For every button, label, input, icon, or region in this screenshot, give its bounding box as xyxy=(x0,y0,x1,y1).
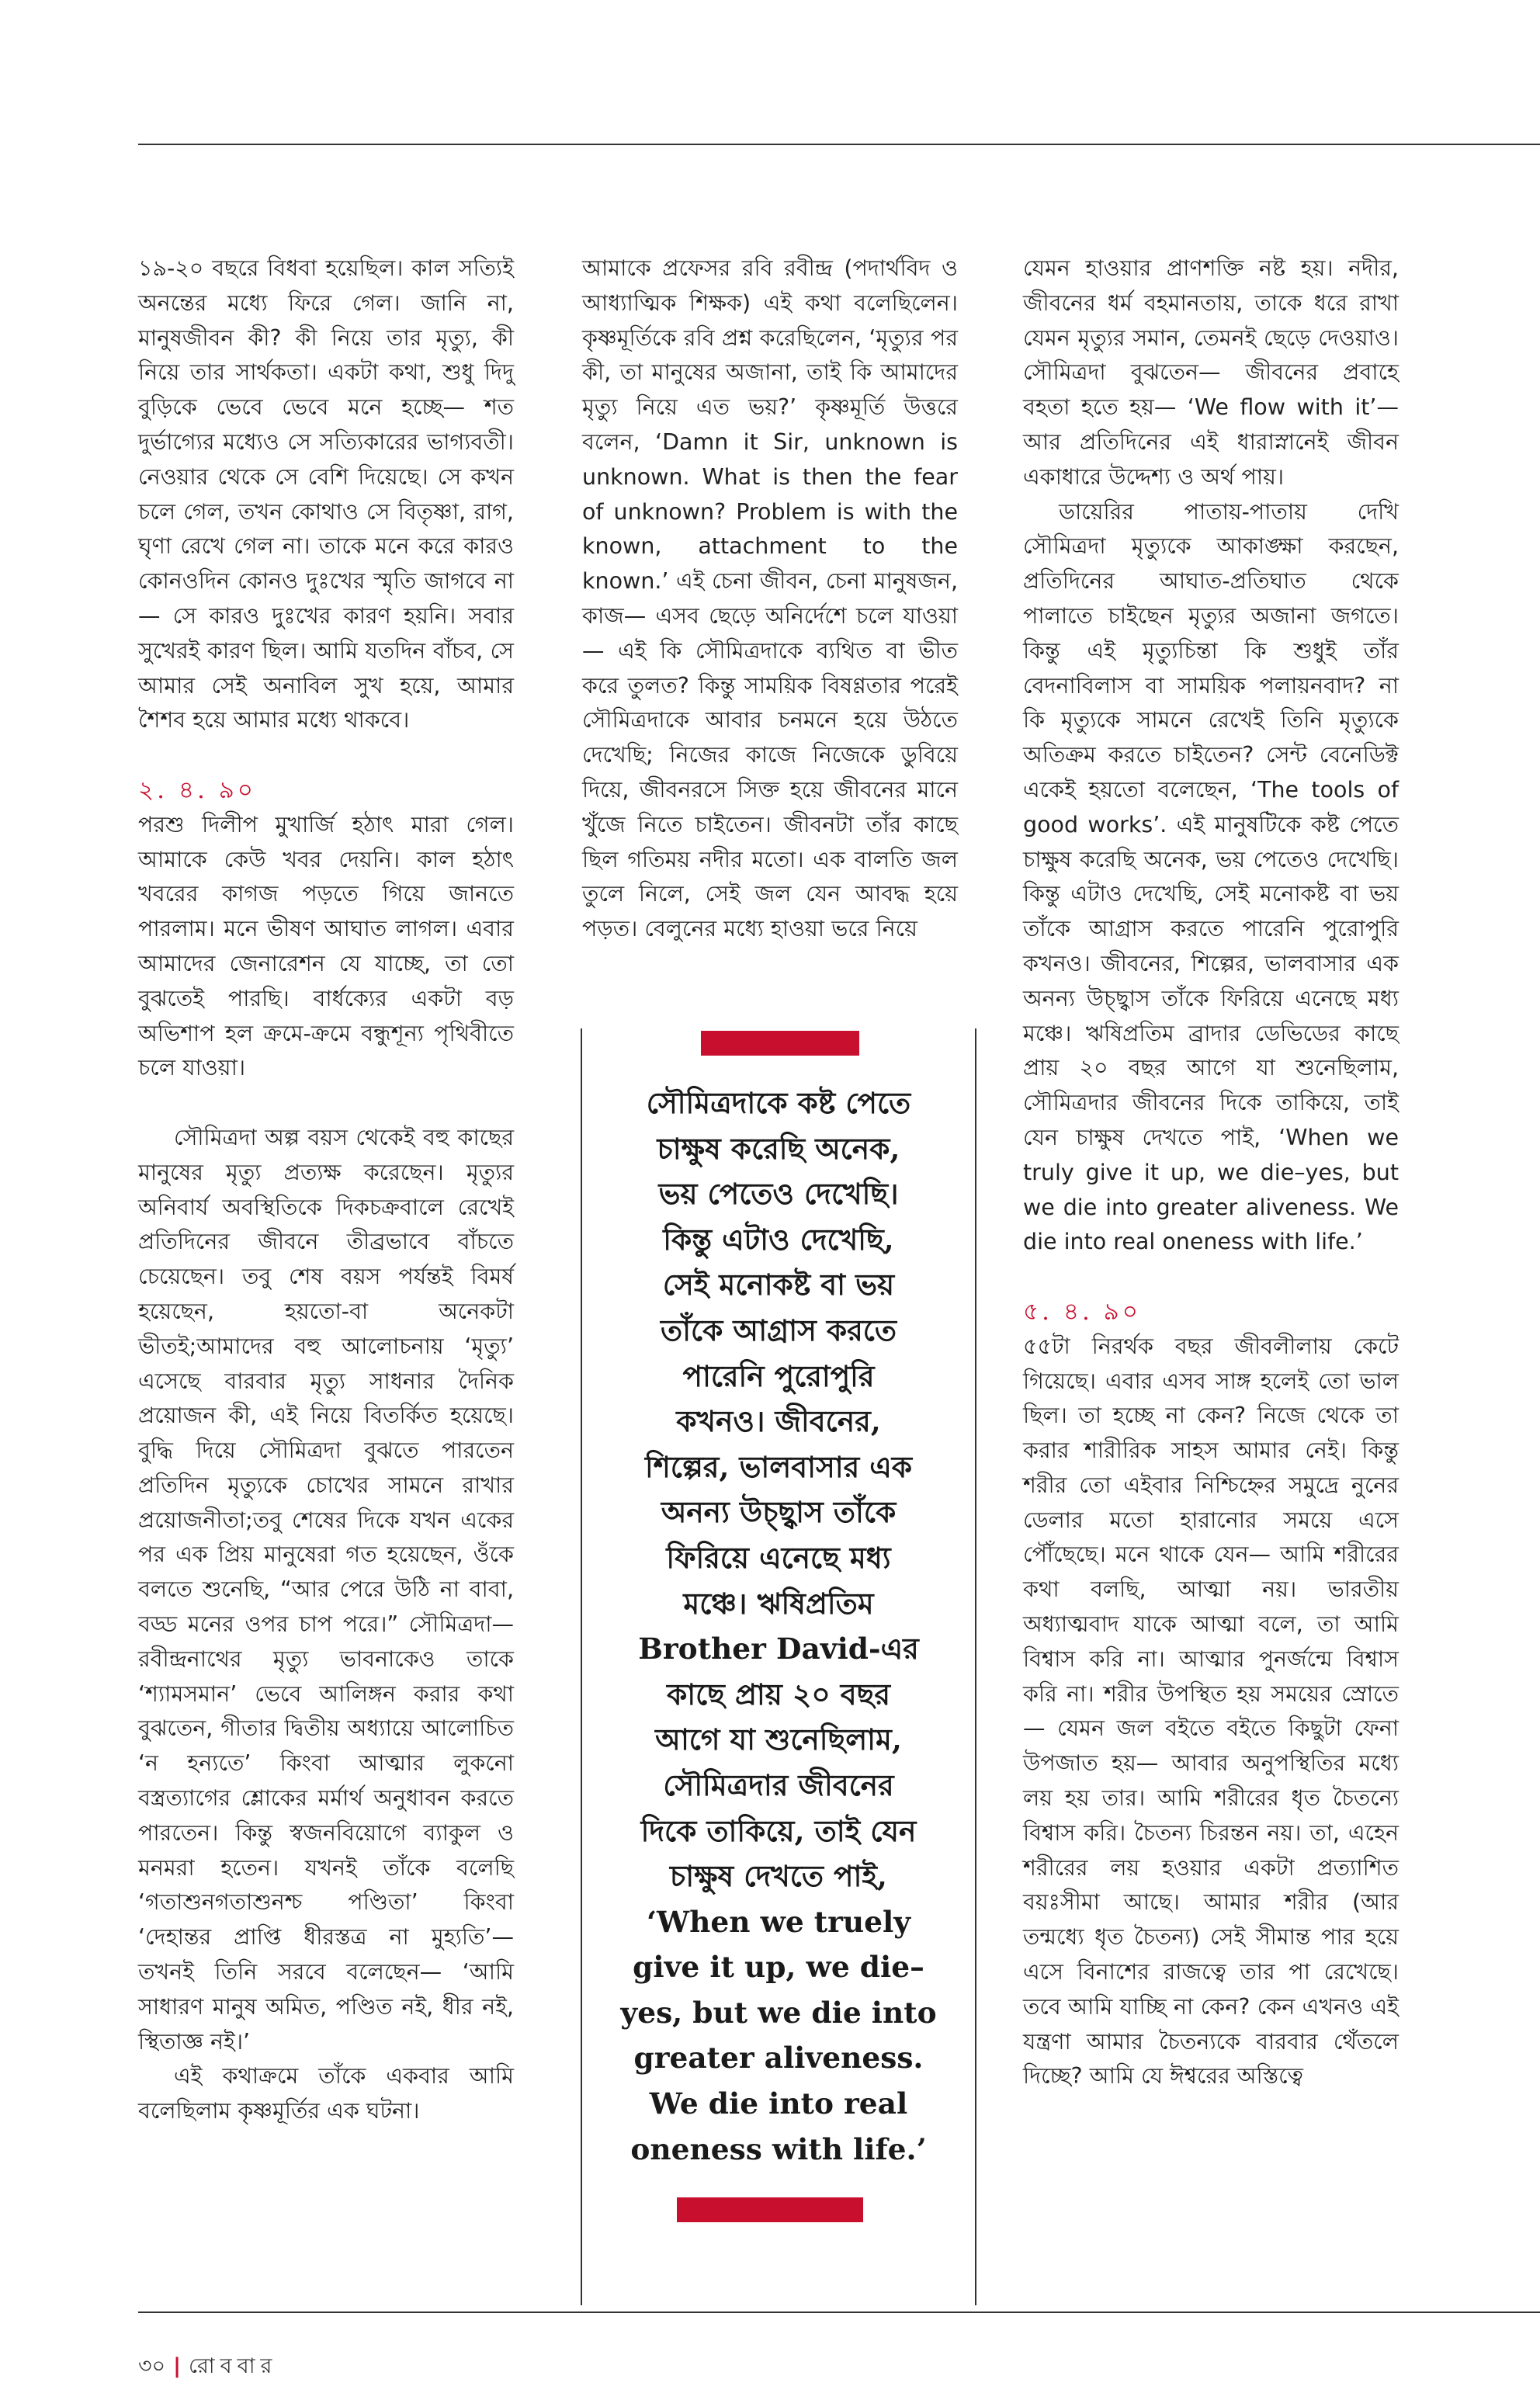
pull-quote-line: ফিরিয়ে এনেছে মধ্য xyxy=(666,1540,891,1575)
top-rule xyxy=(138,144,1540,145)
pull-quote-line: শিল্পের, ভালবাসার এক xyxy=(644,1449,913,1484)
pull-quote-line: সেই মনোকষ্ট বা ভয় xyxy=(662,1268,895,1302)
date-heading: ৫. ৪. ৯০ xyxy=(1023,1297,1141,1326)
column-left xyxy=(138,251,514,2129)
pull-quote-line: কখনও। জীবনের, xyxy=(676,1404,881,1439)
date-heading: ২. ৪. ৯০ xyxy=(138,775,256,804)
page-footer xyxy=(138,2350,277,2385)
pull-quote-bottom-bar xyxy=(677,2197,863,2222)
pull-quote-line: চাক্ষুষ করেছি অনেক, xyxy=(657,1131,900,1166)
pull-quote-right-rule xyxy=(975,1028,976,2305)
pull-quote-line: সৌমিত্রদাকে কষ্ট পেতে xyxy=(646,1086,911,1120)
pull-quote-line: আগে যা শুনেছিলাম, xyxy=(655,1722,902,1757)
pull-quote-line: অনন্য উচ্ছ্বাস তাঁকে xyxy=(661,1495,897,1530)
paragraph: যেমন হাওয়ার প্রাণশক্তি নষ্ট হয়। নদীর, জীবনের ধর্ম বহমানতায়, তাকে ধরে রাখা যেমন মৃত্যুর সমান, তেমনই ছেড়ে দেওয়াও। সৌমিত্রদা বুঝতেন— জীবনের প্রবাহে বহতা হতে হয়— ‘We flow with it’— আর প্রতিদিনের এই ধারাস্নানেই জীবন একাধারে উদ্দেশ্য ও অর্থ পায়। xyxy=(1023,255,1399,490)
pull-quote-line: মঞ্চে। ঋষিপ্রতিম xyxy=(683,1586,874,1621)
pull-quote-line: ‘When we truely xyxy=(646,1904,911,1939)
pull-quote-left-rule xyxy=(581,1028,582,2305)
pull-quote-line: দিকে তাকিয়ে, তাই যেন xyxy=(640,1813,917,1848)
paragraph: আমাকে প্রফেসর রবি রবীন্দ্র (পদার্থবিদ ও আধ্যাত্মিক শিক্ষক) এই কথা বলেছিলেন। কৃষ্ণমূর্তিকে রবি প্রশ্ন করেছিলেন, ‘মৃত্যুর পর কী, তা মানুষের অজানা, তাই কি আমাদের মৃত্যু নিয়ে এত ভয়?’ কৃষ্ণমূর্তি উত্তরে বলেন, ‘Damn it Sir, unknown is unknown. What is then the fear of unknown? Problem is with the known, attachment to the known.’ এই চেনা জীবন, চেনা মানুষজন, কাজ— এসব ছেড়ে অনির্দেশে চলে যাওয়া— এই কি সৌমিত্রদাকে ব্যথিত বা ভীত করে তুলত? কিন্তু সাময়িক বিষণ্ণতার পরেই সৌমিত্রদাকে আবার চনমনে হয়ে উঠতে দেখেছি; নিজের কাজে নিজেকে ডুবিয়ে দিয়ে, জীবনরসে সিক্ত হয়ে জীবনের মানে খুঁজে নিতে চাইতেন। জীবনটা তাঁর কাছে ছিল গতিময় নদীর মতো। এক বালতি জল তুলে নিলে, সেই জল যেন আবদ্ধ হয়ে পড়ত। বেলুনের মধ্যে হাওয়া ভরে নিয়ে xyxy=(582,255,958,942)
column-middle xyxy=(582,251,958,947)
pull-quote-line: oneness with life.’ xyxy=(630,2131,927,2166)
pull-quote-line: চাক্ষুষ দেখতে পাই, xyxy=(670,1859,887,1894)
paragraph: এই কথাক্রমে তাঁকে একবার আমি বলেছিলাম কৃষ্ণমূর্তির এক ঘটনা। xyxy=(138,2063,514,2124)
pull-quote-line: কিন্তু এটাও দেখেছি, xyxy=(663,1222,894,1257)
pull-quote-line: Brother David-এর xyxy=(638,1632,919,1666)
pull-quote-line: সৌমিত্রদার জীবনের xyxy=(663,1767,894,1802)
pull-quote-line: তাঁকে আগ্রাস করতে xyxy=(661,1313,897,1347)
pull-quote-line: কাছে প্রায় ২০ বছর xyxy=(666,1677,890,1712)
pull-quote-line: yes, but we die into xyxy=(620,1995,937,2030)
pull-quote-line: greater aliveness. xyxy=(633,2041,924,2076)
paragraph: সৌমিত্রদা অল্প বয়স থেকেই বহু কাছের মানুষের মৃত্যু প্রত্যক্ষ করেছেন। মৃত্যুর অনিবার্য অবস্থিতিকে দিকচক্রবালে রেখেই প্রতিদিনের জীবনে তীব্রভাবে বাঁচতে চেয়েছেন। তবু শেষ বয়স পর্যন্তই বিমর্ষ হয়েছেন, হয়তো-বা অনেকটা ভীতই;আমাদের বহু আলোচনায় ‘মৃত্যু’ এসেছে বারবার মৃত্যু সাধনার দৈনিক প্রয়োজন কী, এই নিয়ে বিতর্কিত হয়েছে। বুদ্ধি দিয়ে সৌমিত্রদা বুঝতে পারতেন প্রতিদিন মৃত্যুকে চোখের সামনে রাখার প্রয়োজনীতা;তবু শেষের দিকে যখন একের পর এক প্রিয় মানুষেরা গত হয়েছেন, ওঁকে বলতে শুনেছি, “আর পেরে উঠি না বাবা, বড্ড মনের ওপর চাপ পরে।” সৌমিত্রদা— রবীন্দ্রনাথের মৃত্যু ভাবনাকেও তাকে ‘শ্যামসমান’ ভেবে আলিঙ্গন করার কথা বুঝতেন, গীতার দ্বিতীয় অধ্যায়ে আলোচিত ‘ন হন্যতে’ কিংবা আত্মার লুকনো বস্ত্রত্যাগের শ্লোকের মর্মার্থ অনুধাবন করতে পারতেন। কিন্তু স্বজনবিয়োগে ব্যাকুল ও মনমরা হতেন। যখনই তাঁকে বলেছি ‘গতাশুনগতাশুনশ্চ পণ্ডিতা’ কিংবা ‘দেহান্তর প্রাপ্তি ধীরস্তত্র না মুহ্যতি’— তখনই তিনি সরবে বলেছেন— ‘আমি সাধারণ মানুষ অমিত, পণ্ডিত নই, ধীর নই, স্থিতাজ্ঞ নই।’ xyxy=(138,1124,514,2055)
page-number: ৩০ xyxy=(138,2354,166,2378)
paragraph: ১৯-২০ বছরে বিধবা হয়েছিল। কাল সত্যিই অনন্তের মধ্যে ফিরে গেল। জানি না, মানুষজীবন কী? কী নিয়ে তার মৃত্যু, কী নিয়ে তার সার্থকতা। একটা কথা, শুধু দিদু বুড়িকে ভেবে ভেবে মনে হচ্ছে— শত দুর্ভাগ্যের মধ্যেও সে সত্যিকারের ভাগ্যবতী। নেওয়ার থেকে সে বেশি দিয়েছে। সে কখন চলে গেল, তখন কোথাও সে বিতৃষ্ণা, রাগ, ঘৃণা রেখে গেল না। তাকে মনে করে কারও কোনওদিন কোনও দুঃখের স্মৃতি জাগবে না— সে কারও দুঃখের কারণ হয়নি। সবার সুখেরই কারণ ছিল। আমি যতদিন বাঁচব, সে আমার সেই অনাবিল সুখ হয়ে, আমার শৈশব হয়ে আমার মধ্যে থাকবে। xyxy=(138,255,514,734)
bottom-rule xyxy=(138,2311,1540,2313)
pull-quote-line: ভয় পেতেও দেখেছি। xyxy=(658,1177,899,1212)
pull-quote-top-bar xyxy=(701,1031,859,1056)
paragraph: ৫৫টা নিরর্থক বছর জীবলীলায় কেটে গিয়েছে। এবার এসব সাঙ্গ হলেই তো ভাল ছিল। তা হচ্ছে না কেন? নিজে থেকে তা করার শারীরিক সাহস আমার নেই। কিন্তু শরীর তো এইবার নিশ্চিহ্নের সমুদ্রে নুনের ডেলার মতো হারানোর সময়ে এসে পৌঁছেছে। মনে থাকে যেন— আমি শরীরের কথা বলছি, আত্মা নয়। ভারতীয় অধ্যাত্মবাদ যাকে আত্মা বলে, তা আমি বিশ্বাস করি না। আত্মার পুনর্জন্মে বিশ্বাস করি না। শরীর উপস্থিত হয় সময়ের স্রোতে— যেমন জল বইতে বইতে কিছুটা ফেনা উপজাত হয়— আবার অনুপস্থিতির মধ্যে লয় হয় তার। আমি শরীরের ধৃত চৈতন্যে বিশ্বাস করি। চৈতন্য চিরন্তন নয়। তা, এহেন শরীরের লয় হওয়ার একটা প্রত্যাশিত বয়ঃসীমা আছে। আমার শরীর (আর তন্মধ্যে ধৃত চৈতন্য) সেই সীমান্ত পার হয়ে এসে বিনাশের রাজত্বে তার পা রেখেছে। তবে আমি যাচ্ছি না কেন? কেন এখনও এই যন্ত্রণা আমার চৈতন্যকে বারবার থেঁতলে দিচ্ছে? আমি যে ঈশ্বরের অস্তিত্বে xyxy=(1023,1333,1399,2090)
pull-quote xyxy=(588,1080,969,2172)
pull-quote-line: give it up, we die– xyxy=(633,1950,924,1985)
pull-quote-line: We die into real xyxy=(649,2086,908,2121)
pull-quote-line: পারেনি পুরোপুরি xyxy=(682,1358,875,1393)
paragraph: ডায়েরির পাতায়-পাতায় দেখি সৌমিত্রদা মৃত্যুকে আকাঙ্ক্ষা করছেন, প্রতিদিনের আঘাত-প্রতিঘাত থেকে পালাতে চাইছেন মৃত্যুর অজানা জগতে। কিন্তু এই মৃত্যুচিন্তা কি শুধুই তাঁর বেদনাবিলাস বা সাময়িক পলায়নবাদ? না কি মৃত্যুকে সামনে রেখেই তিনি মৃত্যুকে অতিক্রম করতে চাইতেন? সেন্ট বেনেডিক্ট একেই হয়তো বলেছেন, ‘The tools of good works’. এই মানুষটিকে কষ্ট পেতে চাক্ষুষ করেছি অনেক, ভয় পেতেও দেখেছি। কিন্তু এটাও দেখেছি, সেই মনোকষ্ট বা ভয় তাঁকে আগ্রাস করতে পারেনি পুরোপুরি কখনও। জীবনের, শিল্পের, ভালবাসার এক অনন্য উচ্ছ্বাস তাঁকে ফিরিয়ে এনেছে মধ্য মঞ্চে। ঋষিপ্রতিম ব্রাদার ডেভিডের কাছে প্রায় ২০ বছর আগে যা শুনেছিলাম, সৌমিত্রদার জীবনের দিকে তাকিয়ে, তাই যেন চাক্ষুষ দেখতে পাই, ‘When we truly give it up, we die–yes, but we die into greater aliveness. We die into real oneness with life.’ xyxy=(1023,498,1399,1255)
footer-separator: | xyxy=(173,2354,181,2378)
paragraph: পরশু দিলীপ মুখার্জি হঠাৎ মারা গেল। আমাকে কেউ খবর দেয়নি। কাল হঠাৎ খবরের কাগজ পড়তে গিয়ে জানতে পারলাম। মনে ভীষণ আঘাত লাগল। এবার আমাদের জেনারেশন যে যাচ্ছে, তা তো বুঝতেই পারছি। বার্ধক্যের একটা বড় অভিশাপ হল ক্রমে-ক্রমে বন্ধুশূন্য পৃথিবীতে চলে যাওয়া। xyxy=(138,811,514,1081)
column-right xyxy=(1023,251,1399,2094)
publication-name: রোববার xyxy=(189,2354,278,2378)
